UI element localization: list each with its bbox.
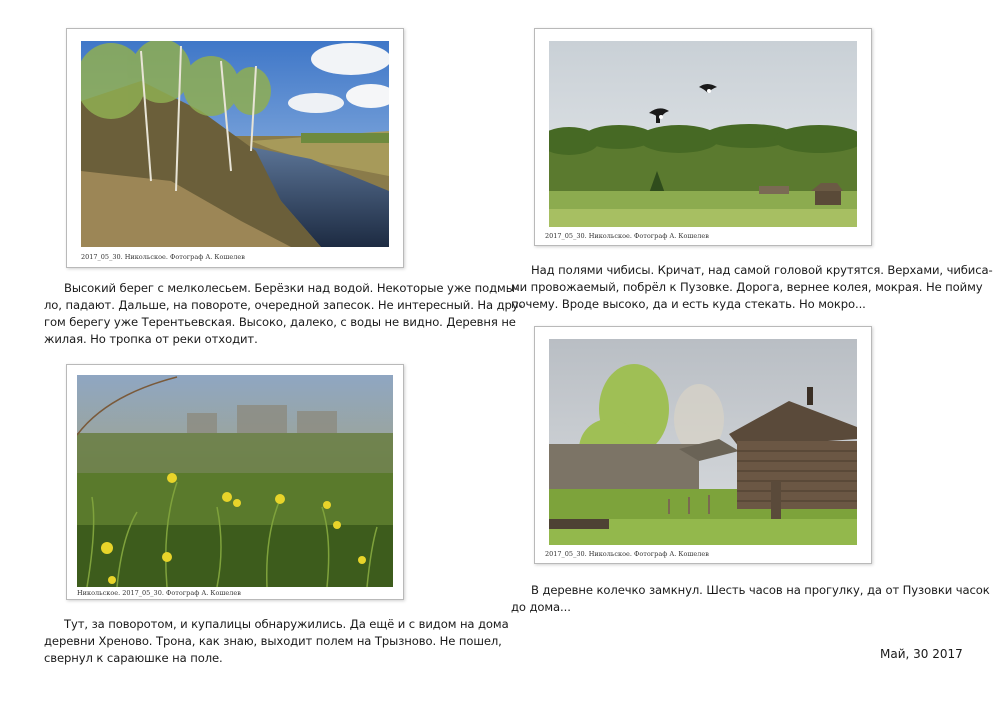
text-line: Над полями чибисы. Кричат, над самой головой крутятся. Верхами, чибиса- xyxy=(531,263,993,277)
photo-frame-lapwings xyxy=(534,28,872,246)
paragraph-flowers xyxy=(44,616,509,667)
paragraph-lapwings xyxy=(511,262,993,313)
text-line: почему. Вроде высоко, да и есть куда стекать. Но мокро... xyxy=(511,297,866,311)
photo-frame-village xyxy=(534,326,872,564)
text-line: В деревне колечко замкнул. Шесть часов на прогулку, да от Пузовки часок xyxy=(531,583,990,597)
photo-frame-river xyxy=(66,28,404,268)
text-line: свернул к сараюшке на поле. xyxy=(44,651,223,665)
text-line: деревни Хреново. Трона, как знаю, выходит полем на Трызново. Не пошел, xyxy=(44,634,502,648)
text-line: жилая. Но тропка от реки отходит. xyxy=(44,332,258,346)
photo-lapwings xyxy=(549,41,857,227)
page-date: Май, 30 2017 xyxy=(880,647,963,661)
photo-village-house xyxy=(549,339,857,545)
paragraph-river xyxy=(44,280,523,348)
text-line: Тут, за поворотом, и купалицы обнаружились. Да ещё и с видом на дома xyxy=(64,617,509,631)
text-line: гом берегу уже Терентьевская. Высоко, далеко, с воды не видно. Деревня не xyxy=(44,315,516,329)
text-line: до дома... xyxy=(511,600,571,614)
photo-caption: Никольское. 2017_05_30. Фотограф А. Кошелев xyxy=(77,589,241,597)
text-line: ло, падают. Дальше, на повороте, очередной запесок. Не интересный. На дру- xyxy=(44,298,523,312)
photo-caption: 2017_05_30. Никольское. Фотограф А. Кошелев xyxy=(545,232,709,240)
paragraph-village xyxy=(511,582,990,616)
text-line: ми провожаемый, побрёл к Пузовке. Дорога, вернее колея, мокрая. Не пойму xyxy=(511,280,983,294)
photo-frame-globeflowers xyxy=(66,364,404,600)
photo-globeflowers xyxy=(77,375,393,587)
photo-caption: 2017_05_30. Никольское. Фотограф А. Кошелев xyxy=(545,550,709,558)
photo-caption: 2017_05_30. Никольское. Фотограф А. Кошелев xyxy=(81,253,245,261)
photo-river-bank xyxy=(81,41,389,247)
text-line: Высокий берег с мелколесьем. Берёзки над водой. Некоторые уже подмы- xyxy=(64,281,519,295)
